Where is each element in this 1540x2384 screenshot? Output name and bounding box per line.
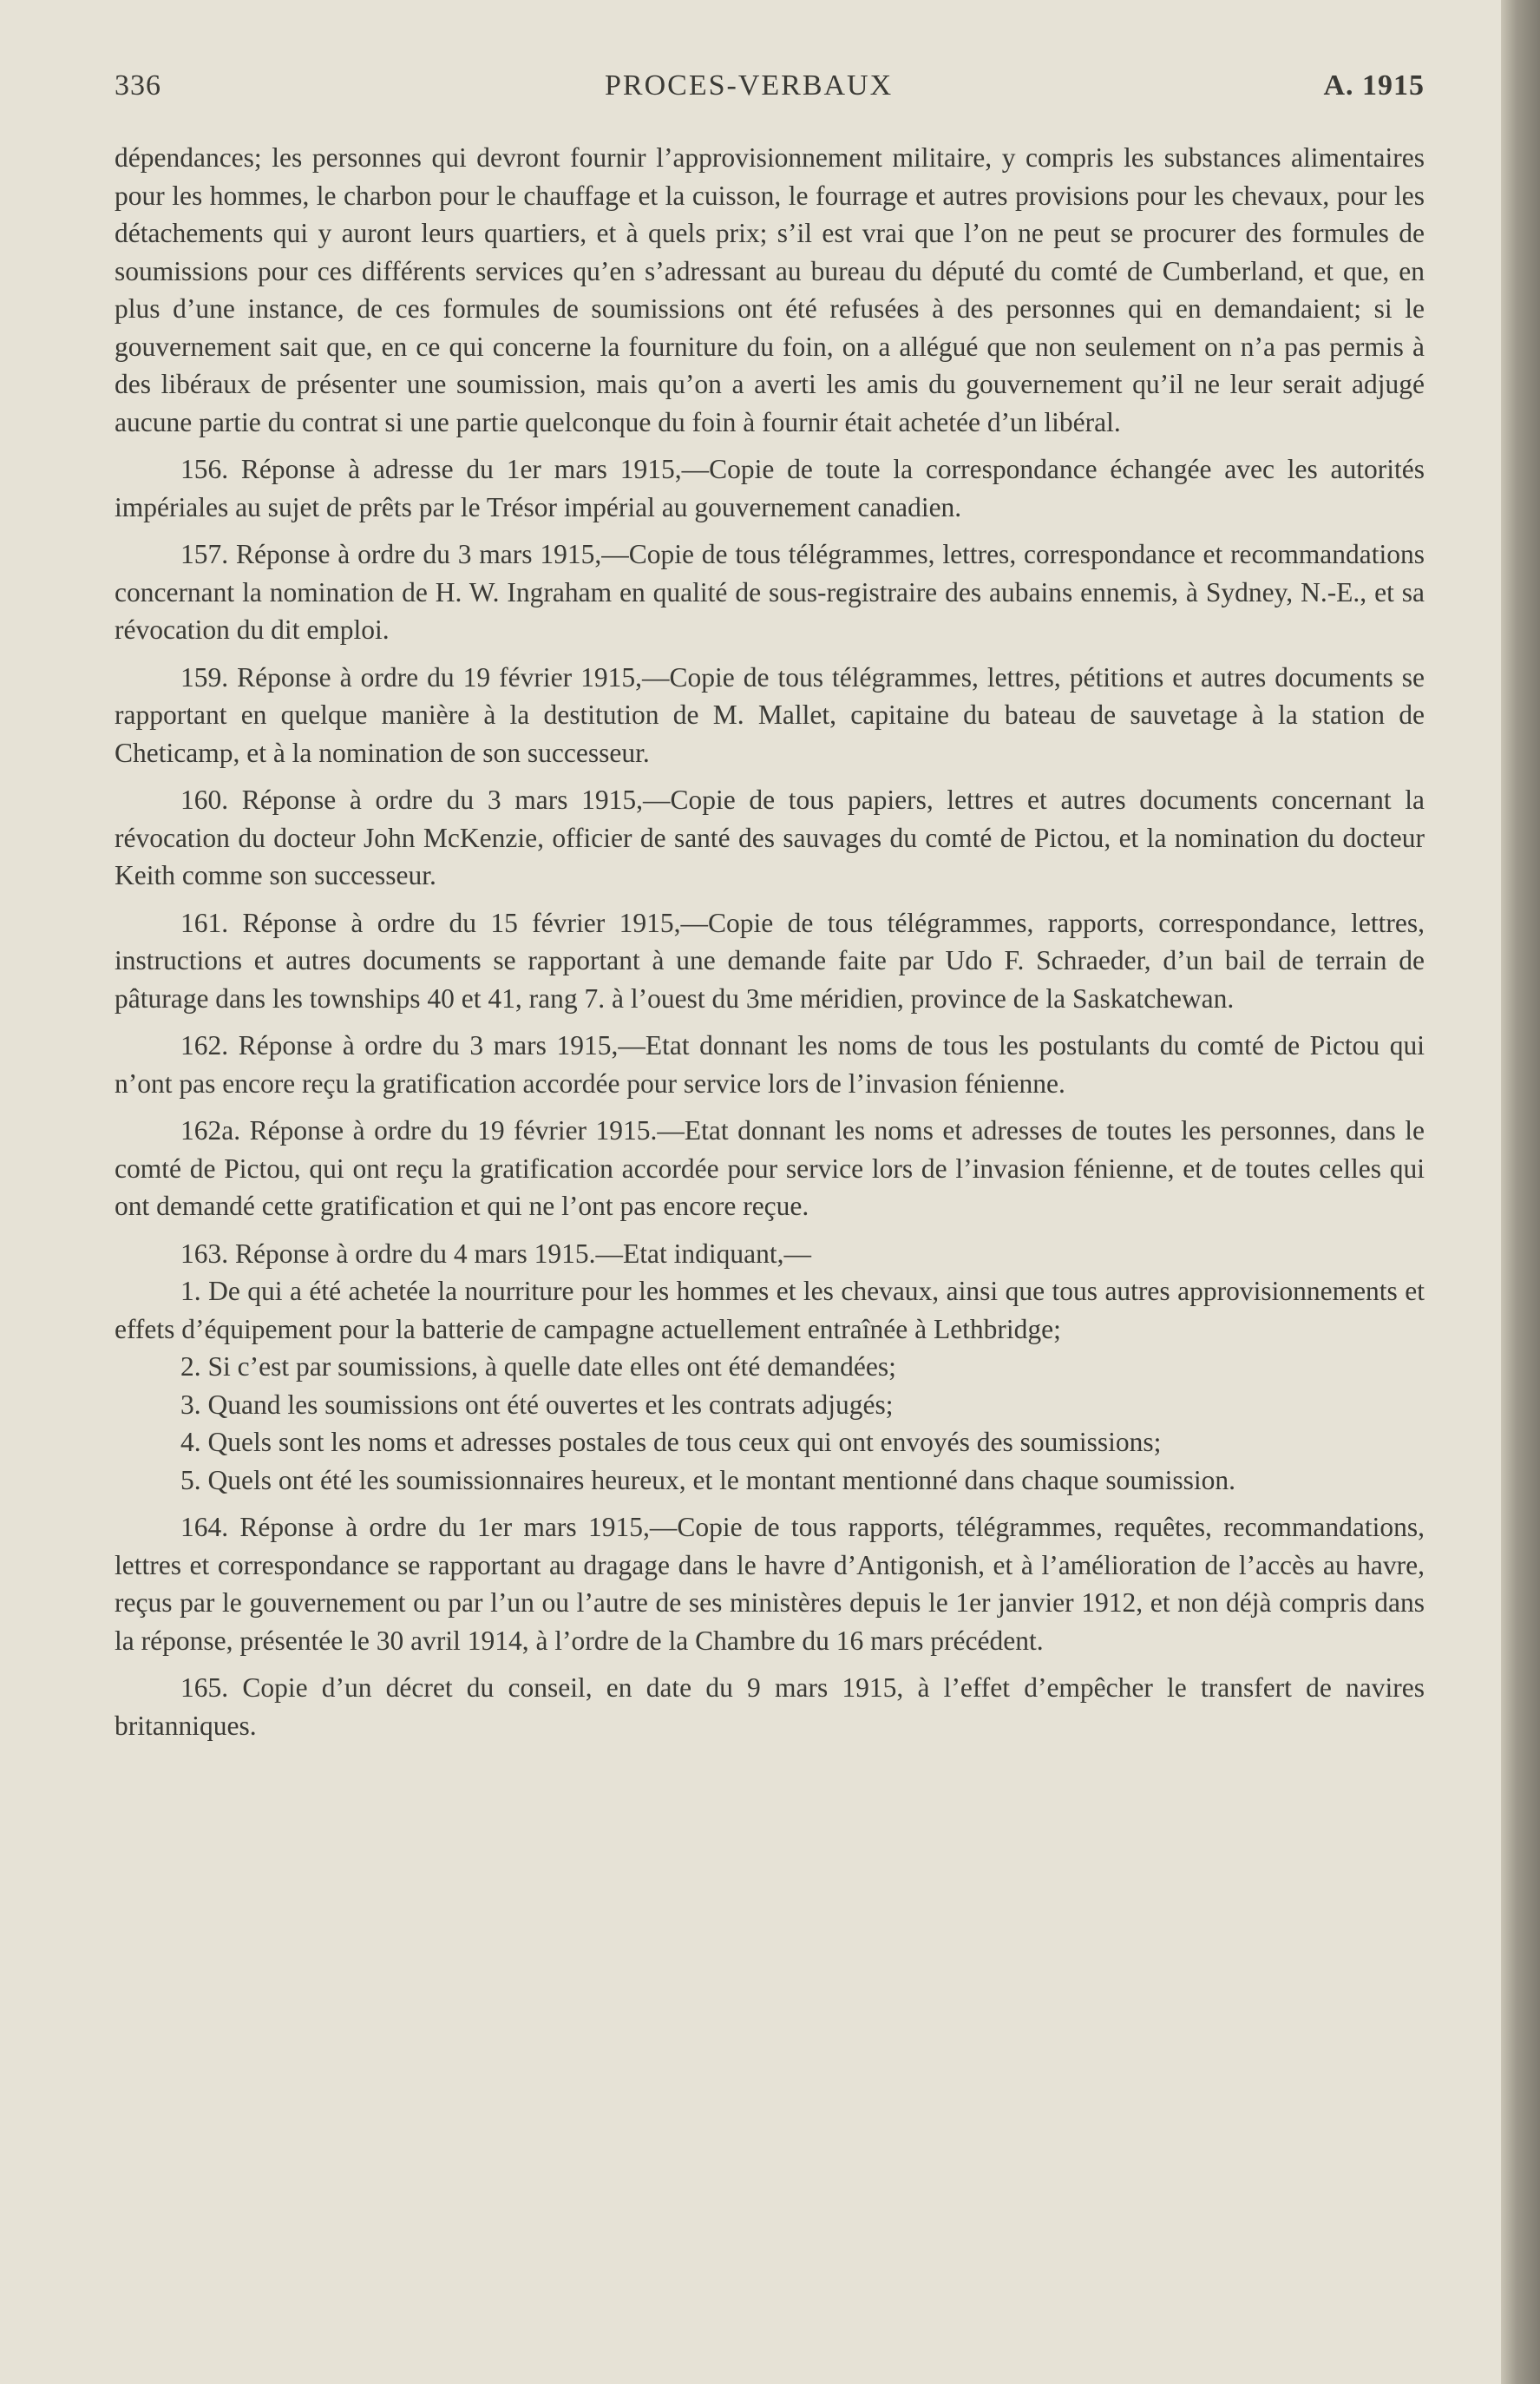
page-number: 336 <box>115 69 161 102</box>
paragraph-161: 161. Réponse à ordre du 15 février 1915,—Copie de tous télégrammes, rapports, correspondance, lettres, instructions et autres documents se rapportant à une demande faite par Udo F. Schraeder, d’un bail de terrain de pâturage dans les townships 40 et 41, rang 7. à l’ouest du 3me méridien, province de la Saskatchewan. <box>115 907 1425 1014</box>
page-header <box>115 69 1425 113</box>
paragraph-162a: 162a. Réponse à ordre du 19 février 1915.—Etat donnant les noms et adresses de toutes les personnes, dans le comté de Pictou, qui ont reçu la gratification accordée pour service lors de l’invasion fénienne, et de toutes celles qui ont demandé cette gratification et qui ne l’ont pas encore reçue. <box>115 1115 1425 1221</box>
page-body <box>115 139 1425 1754</box>
paragraph-164: 164. Réponse à ordre du 1er mars 1915,—Copie de tous rapports, télégrammes, requêtes, recommandations, lettres et correspondance se rapportant au dragage dans le havre d’Antigonish, et à l’amélioration de l’accès au havre, reçus par le gouvernement ou par l’un ou l’autre de ses ministères depuis le 1er janvier 1912, et non déjà compris dans la réponse, présentée le 30 avril 1914, à l’ordre de la Chambre du 16 mars précédent. <box>115 1512 1425 1656</box>
paragraph-163-item-2: 2. Si c’est par soumissions, à quelle date elles ont été demandées; <box>180 1351 896 1382</box>
paragraph-160: 160. Réponse à ordre du 3 mars 1915,—Copie de tous papiers, lettres et autres documents concernant la révocation du docteur John McKenzie, officier de santé des sauvages du comté de Pictou, et la nomination du docteur Keith comme son successeur. <box>115 785 1425 890</box>
paragraph-162: 162. Réponse à ordre du 3 mars 1915,—Etat donnant les noms de tous les postulants du comté de Pictou qui n’ont pas encore reçu la gratification accordée pour service lors de l’invasion fénienne. <box>115 1030 1425 1099</box>
paragraph-163-item-1: 1. De qui a été achetée la nourriture pour les hommes et les chevaux, ainsi que tous autres approvisionnements et effets d’équipement pour la batterie de campagne actuellement entraînée à Lethbridge; <box>115 1276 1425 1344</box>
paragraph-163-item-4: 4. Quels sont les noms et adresses postales de tous ceux qui ont envoyés des soumissions; <box>180 1427 1162 1457</box>
paragraph-156: 156. Réponse à adresse du 1er mars 1915,—Copie de toute la correspondance échangée avec les autorités impériales au sujet de prêts par le Trésor impérial au gouvernement canadien. <box>115 454 1425 522</box>
paragraph-163: 163. Réponse à ordre du 4 mars 1915.—Etat indiquant,— <box>180 1238 811 1269</box>
paragraph-159: 159. Réponse à ordre du 19 février 1915,—Copie de tous télégrammes, lettres, pétitions et autres documents se rapportant en quelque manière à la destitution de M. Mallet, capitaine du bateau de sauvetage à la station de Cheticamp, et à la nomination de son successeur. <box>115 661 1425 768</box>
year-label: A. 1915 <box>1323 69 1425 102</box>
paragraph-163-item-3: 3. Quand les soumissions ont été ouvertes et les contrats adjugés; <box>180 1389 894 1420</box>
page-binding-edge <box>1501 0 1540 2384</box>
paragraph-157: 157. Réponse à ordre du 3 mars 1915,—Copie de tous télégrammes, lettres, correspondance et recommandations concernant la nomination de H. W. Ingraham en qualité de sous-registraire des aubains ennemis, à Sydney, N.-E., et sa révocation du dit emploi. <box>115 539 1425 645</box>
running-title: PROCES-VERBAUX <box>605 69 894 102</box>
paragraph-continued: dépendances; les personnes qui devront fournir l’approvisionnement militaire, y compris les substances alimentaires pour les hommes, le charbon pour le chauffage et la cuisson, le fourrage et autres provisions pour les chevaux, pour les détachements qui y auront leurs quartiers, et à quels prix; s’il est vrai que l’on ne peut se procurer des formules de soumissions pour ces différents services qu’en s’adressant au bureau du député du comté de Cumberland, et que, en plus d’une instance, de ces formules de soumissions ont été refusées à des personnes qui en demandaient; si le gouvernement sait que, en ce qui concerne la fourniture du foin, on a allégué que non seulement on n’a pas permis à des libéraux de présenter une soumission, mais qu’on a averti les amis du gouvernement qu’il ne leur serait adjugé aucune partie du contrat si une partie quelconque du foin à fournir était achetée d’un libéral. <box>115 142 1425 437</box>
paragraph-163-item-5: 5. Quels ont été les soumissionnaires heureux, et le montant mentionné dans chaque soumission. <box>180 1464 1236 1495</box>
paragraph-165: 165. Copie d’un décret du conseil, en date du 9 mars 1915, à l’effet d’empêcher le transfert de navires britanniques. <box>115 1672 1425 1741</box>
